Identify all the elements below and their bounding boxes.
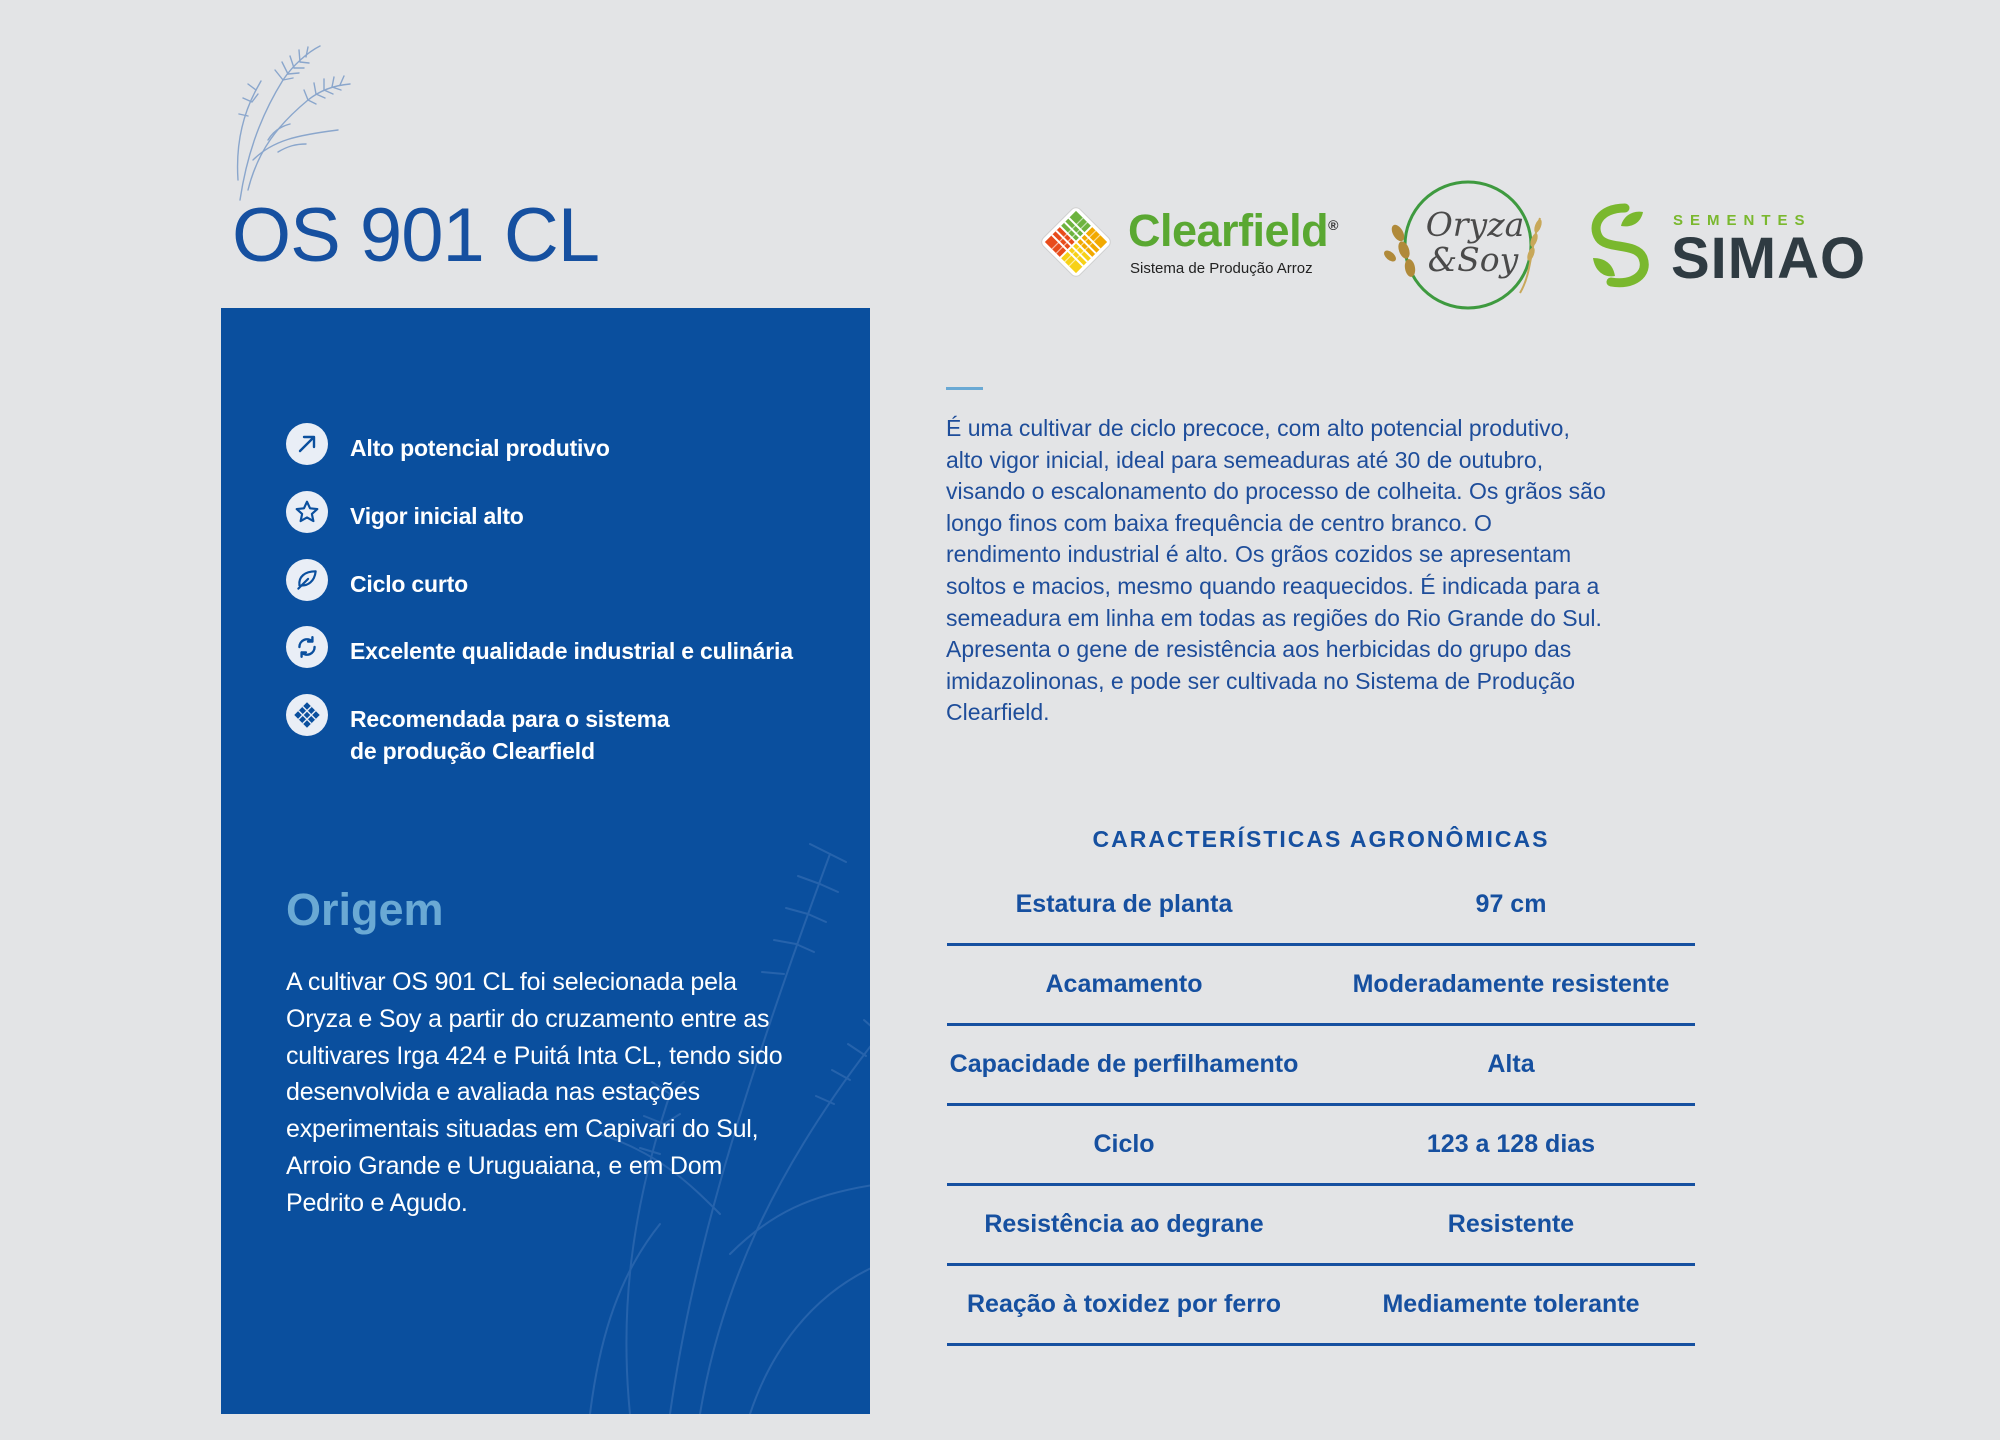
- feature-label: Alto potencial produtivo: [350, 435, 610, 461]
- row-value: 123 a 128 dias: [1426, 1130, 1596, 1158]
- oryza-soy-logo: [1380, 178, 1560, 313]
- row-label: Resistência ao degrane: [984, 1210, 1264, 1238]
- table-row: [947, 1106, 1695, 1186]
- accent-divider: [946, 387, 983, 390]
- clearfield-subtitle: Sistema de Produção Arroz: [1130, 260, 1313, 277]
- rice-plant-illustration: [228, 40, 358, 205]
- row-value: Alta: [1487, 1050, 1535, 1078]
- table-row: [947, 1266, 1695, 1346]
- table-title: CARACTERÍSTICAS AGRONÔMICAS: [1092, 826, 1550, 852]
- row-label: Acamamento: [1045, 970, 1203, 998]
- table-row: [947, 1186, 1695, 1266]
- feature-item: [286, 559, 468, 601]
- oryza-soy-line2: &Soy: [1427, 240, 1519, 279]
- feature-label: Excelente qualidade industrial e culinária: [350, 638, 793, 664]
- origem-heading: Origem: [286, 884, 444, 935]
- feature-label: Ciclo curto: [350, 571, 468, 597]
- table-row: [947, 866, 1695, 946]
- table-row: [947, 946, 1695, 1026]
- feature-item: [286, 491, 524, 533]
- feature-label: Recomendada para o sistema de produção Clearfield: [350, 706, 670, 764]
- simao-wordmark: SIMAO: [1671, 226, 1867, 291]
- refresh-icon: [286, 626, 328, 668]
- feature-item: [286, 694, 669, 767]
- features-panel: [221, 308, 870, 1414]
- simao-leaf-icon: [1585, 202, 1655, 288]
- star-icon: [286, 491, 328, 533]
- row-label: Ciclo: [1093, 1130, 1155, 1158]
- clearfield-logo: [1036, 204, 1336, 284]
- clearfield-wordmark: Clearfield®: [1128, 205, 1338, 256]
- feature-label: Vigor inicial alto: [350, 503, 524, 529]
- clearfield-icon: [286, 694, 328, 736]
- arrow-up-right-icon: [286, 423, 328, 465]
- origem-text: A cultivar OS 901 CL foi selecionada pela Oryza e Soy a partir do cruzamento entre as cultivares Irga 424 e Puitá Inta CL, tendo sido desenvolvida e avaliada nas estações experimentais situadas em Capivari do Sul, Arroio Grande e Uruguaiana, e em Dom Pedrito e Agudo.: [286, 968, 783, 1217]
- leaf-icon: [286, 559, 328, 601]
- row-label: Estatura de planta: [1015, 890, 1233, 918]
- oryza-soy-line1: Oryza: [1425, 205, 1525, 244]
- row-value: Resistente: [1447, 1210, 1575, 1238]
- feature-item: [286, 423, 610, 465]
- clearfield-emblem-icon: [1036, 204, 1116, 280]
- row-value: Mediamente tolerante: [1382, 1290, 1640, 1318]
- description-text: É uma cultivar de ciclo precoce, com alto potencial produtivo, alto vigor inicial, ideal para semeaduras até 30 de outubro, visando o escalonamento do processo de colheita. Os grãos são longo finos com baixa frequência de centro branco. O rendimento industrial é alto. Os grãos cozidos se apresentam soltos e macios, mesmo quando reaquecidos. É indicada para a semeadura em linha em todas as regiões do Rio Grande do Sul. Apresenta o gene de resistência aos herbicidas do grupo das imidazolinonas, e pode ser cultivada no Sistema de Produção Clearfield.: [946, 415, 1606, 726]
- sementes-simao-logo: [1585, 200, 1875, 290]
- simao-sementes-label: SEMENTES: [1673, 212, 1812, 229]
- product-title: OS 901 CL: [232, 193, 599, 278]
- row-value: 97 cm: [1475, 890, 1547, 918]
- feature-item: [286, 626, 793, 668]
- row-label: Reação à toxidez por ferro: [967, 1290, 1281, 1318]
- row-label: Capacidade de perfilhamento: [949, 1050, 1299, 1078]
- table-row: [947, 1026, 1695, 1106]
- row-value: Moderadamente resistente: [1352, 970, 1670, 998]
